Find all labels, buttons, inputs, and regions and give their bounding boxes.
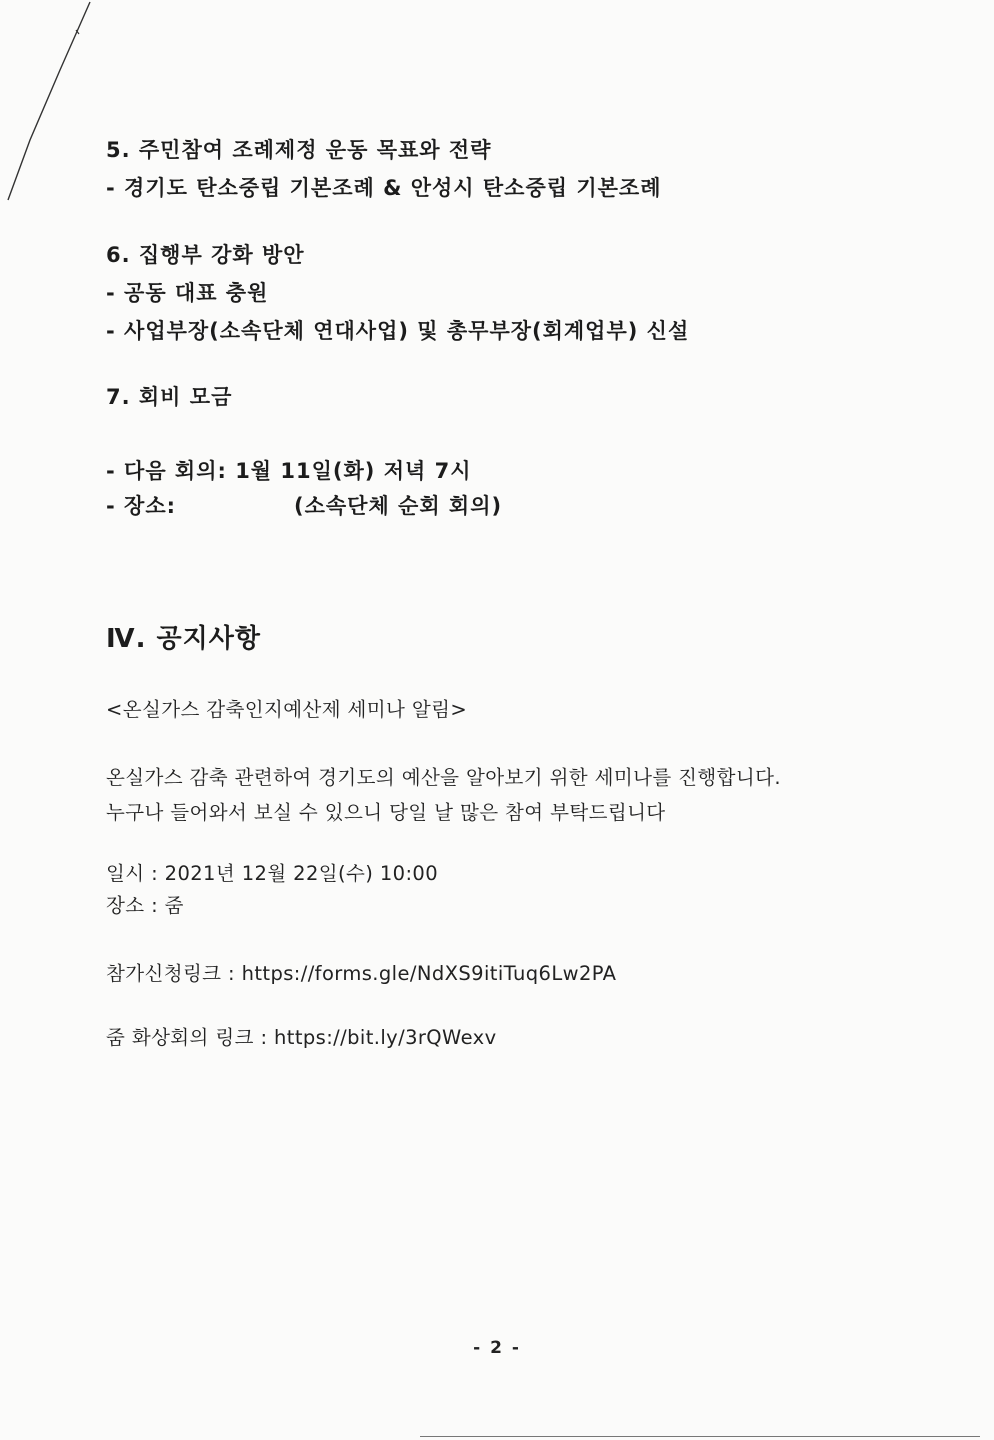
footer-rule	[420, 1436, 980, 1437]
meeting-place	[106, 490, 502, 520]
page-number: - 2 -	[473, 1338, 521, 1358]
seminar-venue: 장소 : 줌	[106, 894, 184, 917]
meeting-place-value: (소속단체 순회 회의)	[294, 494, 503, 518]
meeting-place-label: - 장소:	[106, 494, 176, 518]
notice-subtitle: <온실가스 감축인지예산제 세미나 알림>	[106, 698, 468, 721]
section-5-item: - 경기도 탄소중립 기본조례 & 안성시 탄소중립 기본조례	[106, 176, 662, 200]
section-5-title: 5. 주민참여 조례제정 운동 목표와 전략	[106, 138, 492, 162]
notice-body-line-2: 누구나 들어와서 보실 수 있으니 당일 날 많은 참여 부탁드립니다	[106, 801, 666, 824]
section-6-title: 6. 집행부 강화 방안	[106, 243, 305, 267]
next-meeting: - 다음 회의: 1월 11일(화) 저녁 7시	[106, 459, 472, 483]
section-7-title: 7. 회비 모금	[106, 385, 233, 409]
scan-edge-mark	[0, 0, 100, 220]
section-6-item-1: - 공동 대표 충원	[106, 281, 269, 305]
signup-link: 참가신청링크 : https://forms.gle/NdXS9itiTuq6Lw2PA	[106, 962, 617, 985]
zoom-link: 줌 화상회의 링크 : https://bit.ly/3rQWexv	[106, 1026, 497, 1049]
seminar-date: 일시 : 2021년 12월 22일(수) 10:00	[106, 862, 439, 885]
notice-body-line-1: 온실가스 감축 관련하여 경기도의 예산을 알아보기 위한 세미나를 진행합니다.	[106, 766, 781, 789]
section-6-item-2: - 사업부장(소속단체 연대사업) 및 총무부장(회계업부) 신설	[106, 319, 690, 343]
notice-heading: Ⅳ. 공지사항	[106, 624, 261, 654]
